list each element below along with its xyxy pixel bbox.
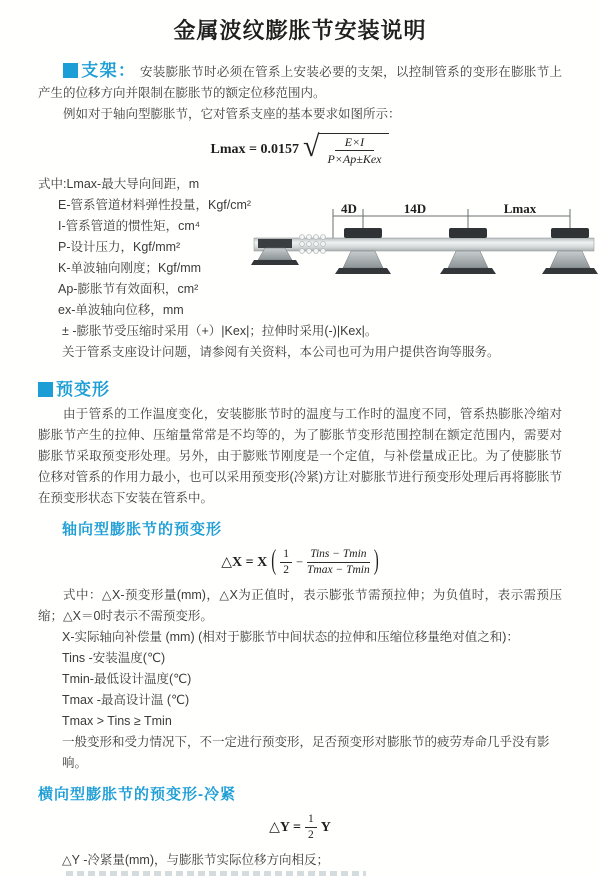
definition-line: 式中:Lmax-最大导向间距，m: [38, 177, 200, 191]
close-paren: ): [373, 546, 379, 577]
formula-lmax-lhs: Lmax = 0.0157: [210, 142, 299, 157]
axial-item: Tmin-最低设计温度(℃): [62, 672, 192, 686]
delta-x-note: 式中：△X-预变形量(mm)，△X为正值时，表示膨张节需预拉伸；为负值时，表示需预压缩；△X＝0时表示不需预变形。: [38, 588, 562, 623]
fraction-numerator: Tins − Tmin: [307, 548, 369, 563]
formula-lmax-denominator: P×Ap±Kex: [327, 152, 382, 166]
definition-line: Ap-膨胀节有效面积，cm²: [58, 282, 199, 296]
formula-lmax-sqrt: [303, 130, 389, 166]
section-bullet-square: [38, 382, 53, 397]
axial-item: Tmax > Tins ≥ Tmin: [62, 714, 172, 728]
one-half-fraction: [305, 813, 317, 842]
delta-y-note: △Y -冷紧量(mm)，与膨胀节实际位移方向相反；: [62, 853, 330, 867]
plus-minus-note: ± -膨胀节受压缩时采用（+）|Kex|；拉伸时采用(-)|Kex|。: [62, 324, 378, 338]
definitions-and-diagram: [38, 174, 562, 321]
temperature-fraction: [307, 548, 370, 577]
dimension-label-14d: 14D: [403, 201, 427, 216]
formula-delta-x-lhs: △X = X: [221, 555, 268, 570]
fraction-denominator: Tmax − Tmin: [307, 564, 370, 576]
definition-line: K-单波轴向刚度；Kgf/mm: [58, 261, 202, 275]
axial-item: 一般变形和受力情况下，不一定进行预变形，足否预变形对膨胀节的疲劳寿命几乎没有影响。: [62, 735, 550, 770]
axial-item: Tins -安装温度(℃): [62, 651, 166, 665]
minus-sign: −: [295, 555, 304, 569]
axial-predeform-header: 轴向型膨胀节的预变形: [62, 521, 223, 538]
fraction-denominator: 2: [307, 829, 314, 841]
fraction-denominator: 2: [283, 564, 289, 576]
formula-lmax: [38, 130, 562, 166]
section-bullet-square: [63, 63, 78, 78]
section-predeform-header-row: [38, 379, 562, 402]
section-support-header: 支架：: [81, 61, 137, 80]
fraction-numerator: 1: [280, 548, 292, 563]
formula-delta-y: [38, 813, 562, 842]
cropped-text-remnant: [66, 871, 366, 876]
one-half-fraction: [280, 548, 292, 577]
open-paren: (: [271, 546, 277, 577]
axial-item: Tmax -最高设计温 (℃): [62, 693, 190, 707]
formula-delta-x: [38, 548, 562, 577]
definition-line: P-设计压力，Kgf/mm²: [58, 240, 181, 254]
variable-definitions: [38, 174, 276, 321]
page-title: 金属波纹膨胀节安装说明: [173, 18, 427, 43]
consult-note: 关于管系支座设计问题，请参阅有关资料，本公司也可为用户提供咨询等服务。: [62, 345, 500, 359]
section-predeform-body: 由于管系的工作温度变化，安装膨胀节时的温度与工作时的温度不同，管系热膨胀冷缩对膨胀节产生的拉伸、压缩量常常是不均等的，为了膨胀节变形范围控制在额定范围内，需要对膨胀节采取预变形处理。另外，由于膨账节刚度是一个定值，与补偿量成正比。为了使膨胀节位移对管系的作用力最小，也可以采用预变形(冷紧)方让对膨胀节进行预变形处理后再将膨胀节在预变形状态下安装在管系中。: [38, 407, 562, 505]
section-predeform-header: 预变形: [56, 380, 110, 399]
formula-delta-y-lhs: △Y =: [269, 820, 301, 835]
definition-line: I-管系管道的惯性矩，cm⁴: [58, 219, 201, 233]
definition-line: E-管系管道材料弹性投量，Kgf/cm²: [58, 198, 252, 212]
formula-lmax-numerator: E×I: [335, 135, 374, 151]
lateral-predeform-header: 横向型膨胀节的预变形-冷紧: [38, 786, 236, 803]
axial-item: X-实际轴向补偿量 (mm) (相对于膨胀节中间状态的拉伸和压缩位移量绝对值之和)：: [62, 630, 519, 644]
anchor-support-icon: [251, 239, 299, 265]
fraction-numerator: 1: [305, 813, 317, 828]
section-support-intro: [38, 60, 562, 104]
formula-delta-y-rhs: Y: [320, 820, 331, 835]
section-support-intro-text: 安装膨胀节时必须在管系上安装必要的支架，以控制管系的变形在膨胀节上产生的位移方向并限制在膨胀节的额定位移范围内。: [38, 65, 562, 100]
radical-sign: √: [303, 130, 320, 163]
dimension-label-4d: 4D: [341, 201, 357, 216]
pipe-support-diagram: [248, 200, 600, 292]
support-diagram: [248, 174, 600, 321]
section-support-example: 例如对于轴向型膨胀节，它对管系支座的基本要求如图所示：: [63, 107, 401, 121]
pipe: [254, 238, 594, 251]
definition-line: ex-单波轴向位移，mm: [58, 303, 184, 317]
dimension-label-lmax: Lmax: [503, 201, 537, 216]
